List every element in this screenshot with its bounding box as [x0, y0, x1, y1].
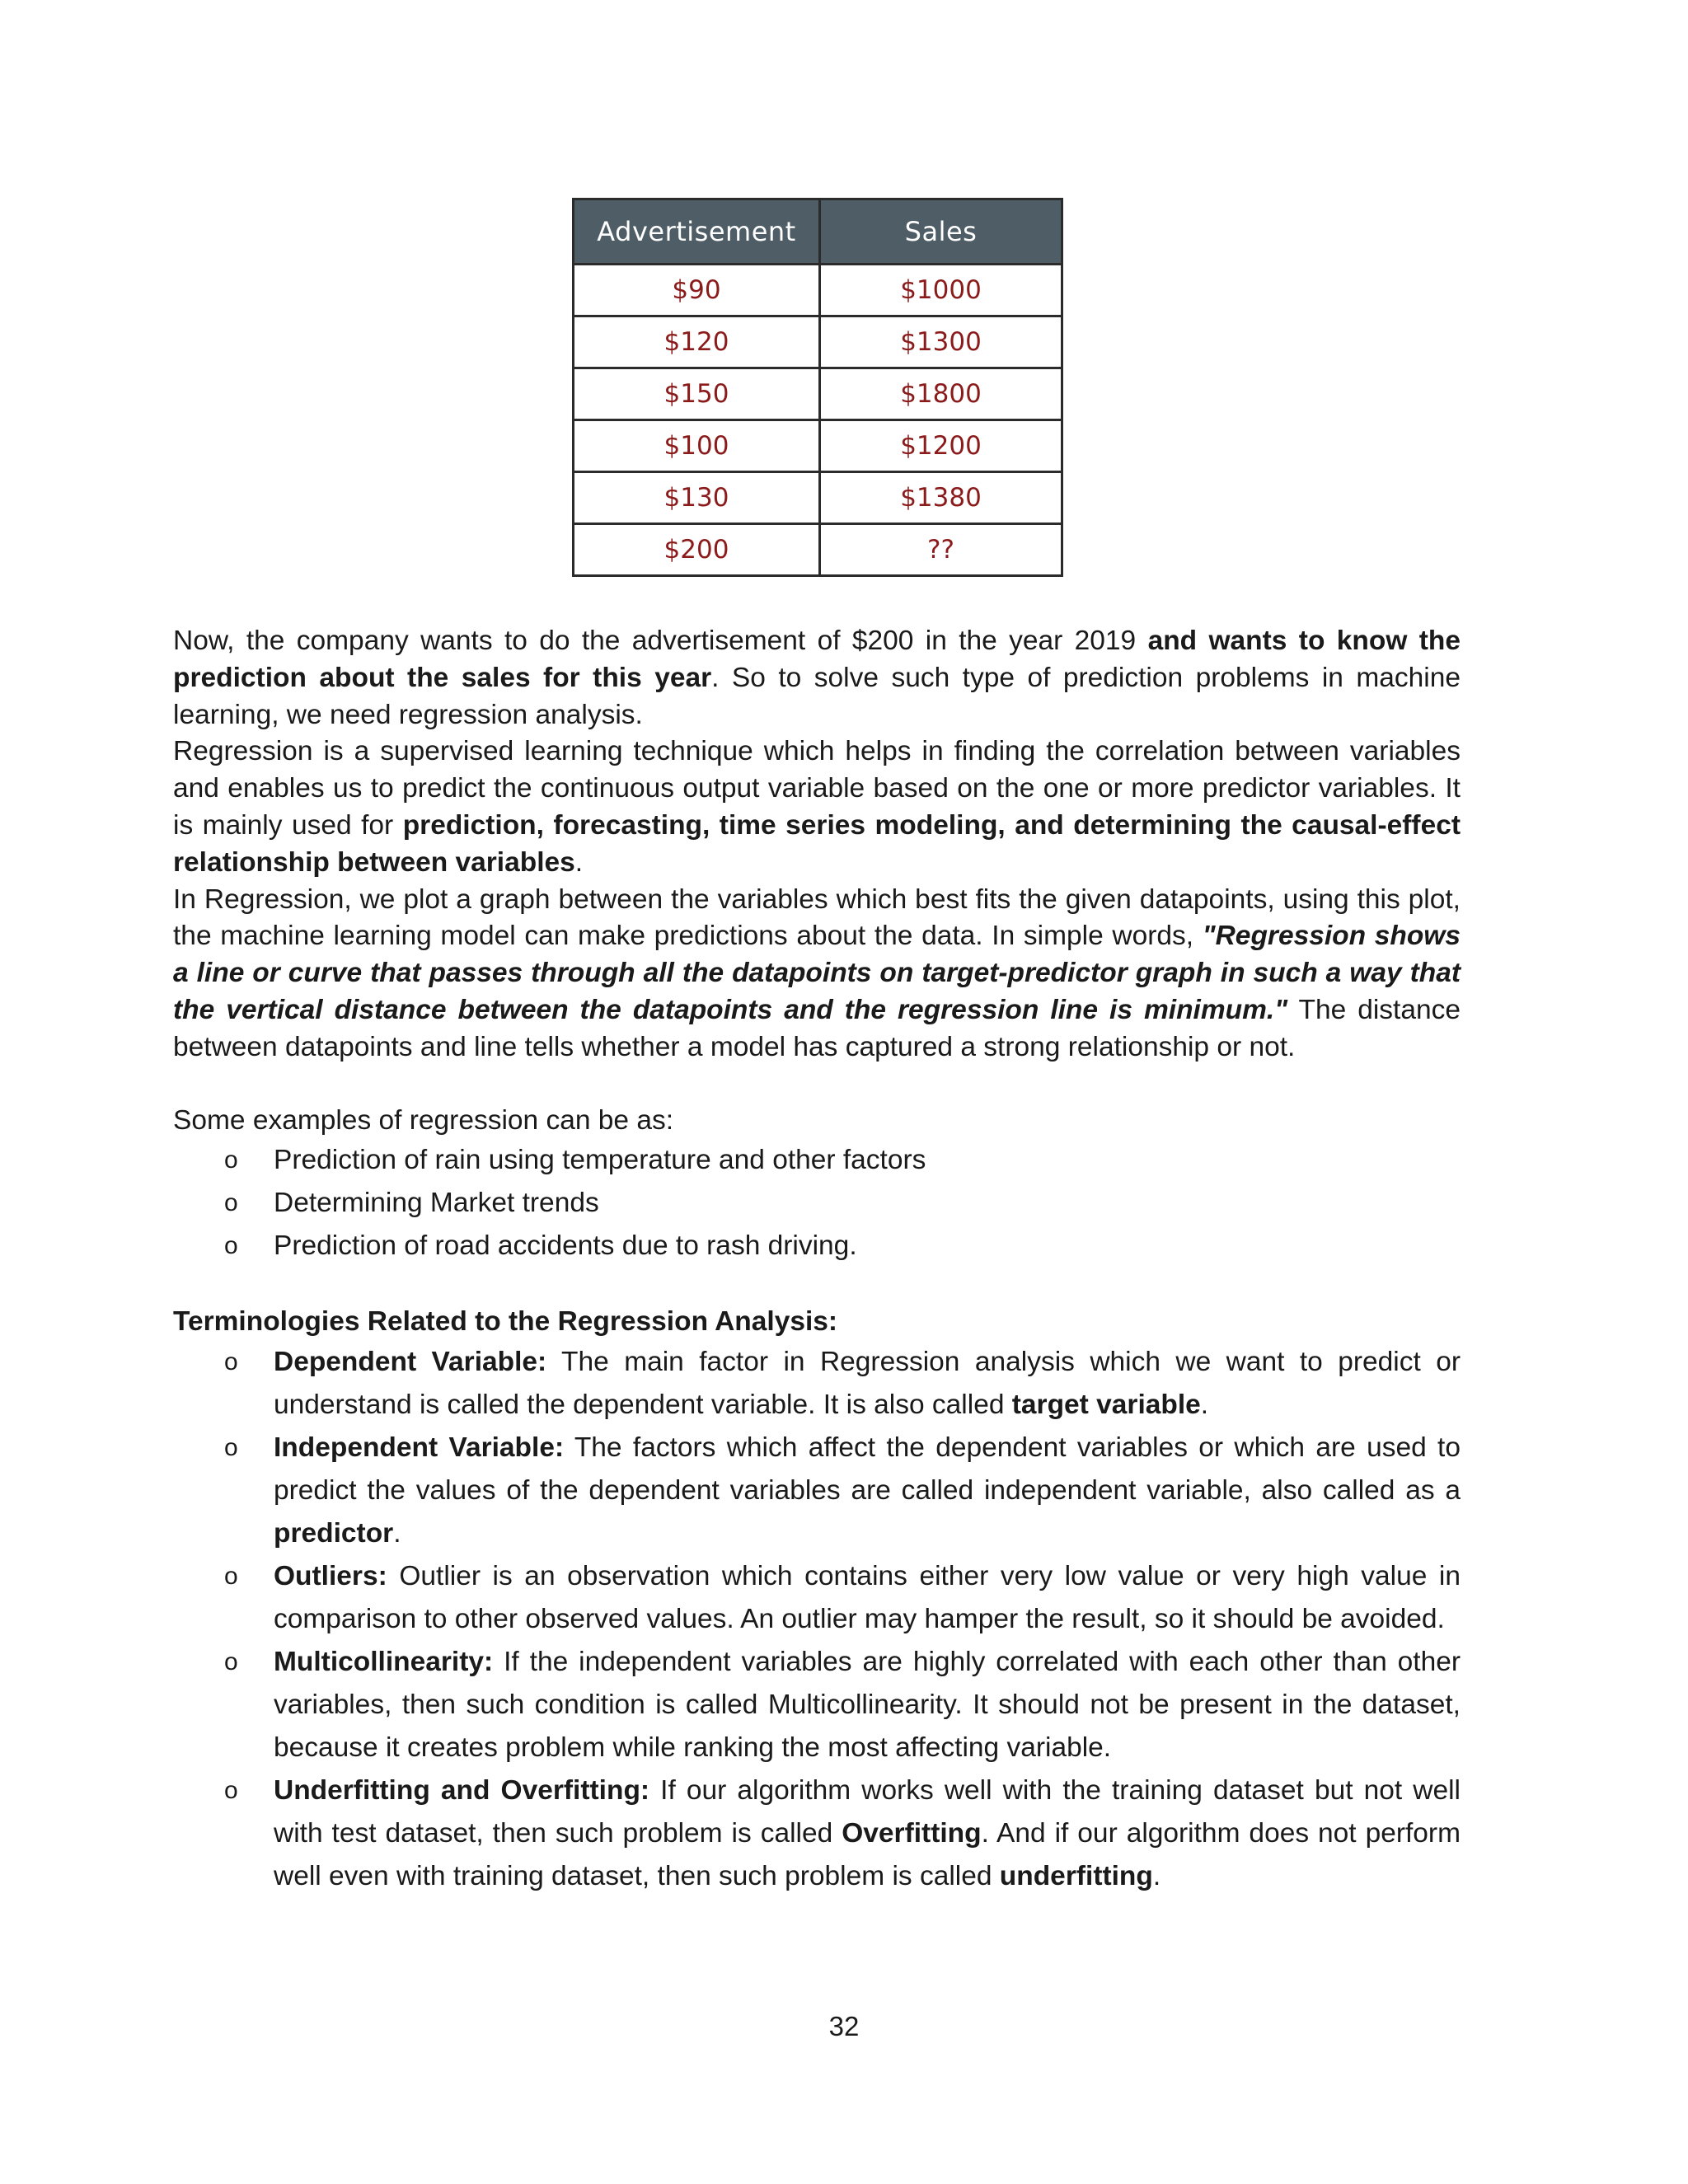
examples-list [173, 1139, 1461, 1268]
list-item [173, 1341, 1461, 1427]
list-item [173, 1225, 1461, 1268]
paragraph-definition [173, 733, 1461, 881]
text-span: . [574, 846, 584, 878]
bullet-icon: o [224, 1232, 238, 1260]
text-span: If the independent variables are highly correlated with each other than other variables, then such condition is called Multicollinearity. It should not be present in the dataset, because it creates problem while ranking the most affecting variable. [274, 1647, 1461, 1764]
text-span: . [1200, 1390, 1209, 1421]
text-span: . So to solve such type of prediction problems in machine learning, we need regression analysis. [173, 662, 1461, 730]
bullet-icon: o [224, 1146, 238, 1174]
table-row [574, 420, 1062, 472]
table-cell: $1200 [820, 420, 1062, 472]
table-cell: $100 [574, 420, 820, 472]
table-cell: $1380 [820, 472, 1062, 524]
page-number: 32 [828, 2011, 860, 2041]
advertisement-sales-table [572, 198, 1063, 577]
term-label: Multicollinearity: [274, 1647, 494, 1678]
terminologies-list [173, 1341, 1461, 1898]
term-label: Outliers: [274, 1561, 387, 1592]
text-span: Now, the company wants to do the advertisement of $200 in the year 2019 [173, 626, 1148, 656]
text-span: Outlier is an observation which contains either very low value or very high value in comparison to other observed values. An outlier may hamper the result, so it should be avoided. [274, 1561, 1461, 1635]
body-text [173, 623, 1461, 1898]
table-cell: $1800 [820, 368, 1062, 420]
bold-span: target variable [1011, 1390, 1201, 1421]
term-label: Dependent Variable: [274, 1347, 547, 1378]
bullet-icon: o [224, 1348, 238, 1376]
bullet-icon: o [224, 1563, 238, 1591]
table-row [574, 316, 1062, 368]
table-row [574, 265, 1062, 316]
table-cell: $1300 [820, 316, 1062, 368]
list-item [173, 1555, 1461, 1641]
list-item [173, 1182, 1461, 1225]
header-advertisement: Advertisement [574, 199, 820, 265]
text-span: . And if our algorithm does not perform well even with training dataset, then such problem is called [274, 1818, 1461, 1892]
term-label: Underfitting and Overfitting: [274, 1775, 650, 1807]
bold-span: Overfitting [842, 1818, 982, 1849]
table-cell: $1000 [820, 265, 1062, 316]
bullet-icon: o [224, 1189, 238, 1217]
table-row [574, 524, 1062, 576]
bullet-icon: o [224, 1777, 238, 1805]
list-item [173, 1139, 1461, 1182]
examples-intro: Some examples of regression can be as: [173, 1104, 674, 1136]
bold-span: prediction, forecasting, time series modeling, and determining the causal-effect relationship between variables [173, 809, 1461, 878]
term-label: Independent Variable: [274, 1432, 565, 1464]
bold-italic-quote: "Regression shows a line or curve that passes through all the datapoints on target-predictor graph in such a way that the vertical distance between the datapoints and the regression line is minimum." [173, 921, 1461, 1025]
bold-span: underfitting [999, 1861, 1153, 1892]
bold-span: and wants to know the prediction about the sales for this year [173, 626, 1461, 693]
text-span: The distance between datapoints and line tells whether a model has captured a strong relationship or not. [173, 994, 1461, 1062]
text-span: The main factor in Regression analysis which we want to predict or understand is called the dependent variable. It is also called [274, 1347, 1461, 1421]
terminologies-heading: Terminologies Related to the Regression Analysis: [173, 1306, 838, 1338]
list-item [173, 1641, 1461, 1769]
table-cell: ?? [820, 524, 1062, 576]
text-span: . [393, 1518, 401, 1549]
table-cell: $200 [574, 524, 820, 576]
paragraph-intro [173, 623, 1461, 733]
table-cell: $130 [574, 472, 820, 524]
list-item-text: Prediction of road accidents due to rash driving. [274, 1230, 857, 1262]
table-row [574, 368, 1062, 420]
text-span: The factors which affect the dependent variables or which are used to predict the values of the dependent variables are called independent variable, also called as a [274, 1432, 1461, 1507]
bullet-icon: o [224, 1434, 238, 1462]
list-item-text: Determining Market trends [274, 1188, 599, 1219]
header-sales: Sales [820, 199, 1062, 265]
text-span: In Regression, we plot a graph between the variables which best fits the given datapoints, using this plot, the machine learning model can make predictions about the data. In simple words, [173, 883, 1461, 952]
table-cell: $150 [574, 368, 820, 420]
bullet-icon: o [224, 1648, 238, 1676]
text-span: If our algorithm works well with the training dataset but not well with test dataset, then such problem is called [274, 1775, 1461, 1849]
list-item-text: Prediction of rain using temperature and other factors [274, 1145, 926, 1176]
list-item [173, 1769, 1461, 1898]
table-row [574, 472, 1062, 524]
table-cell: $90 [574, 265, 820, 316]
table-header-row [574, 199, 1062, 265]
text-span: Regression is a supervised learning technique which helps in finding the correlation between variables and enables us to predict the continuous output variable based on the one or more predictor variables. It is mainly used for [173, 736, 1461, 841]
table-cell: $120 [574, 316, 820, 368]
list-item [173, 1427, 1461, 1555]
paragraph-regression-plot [173, 882, 1461, 1066]
bold-span: predictor [274, 1518, 394, 1549]
text-span: . [1152, 1861, 1161, 1892]
